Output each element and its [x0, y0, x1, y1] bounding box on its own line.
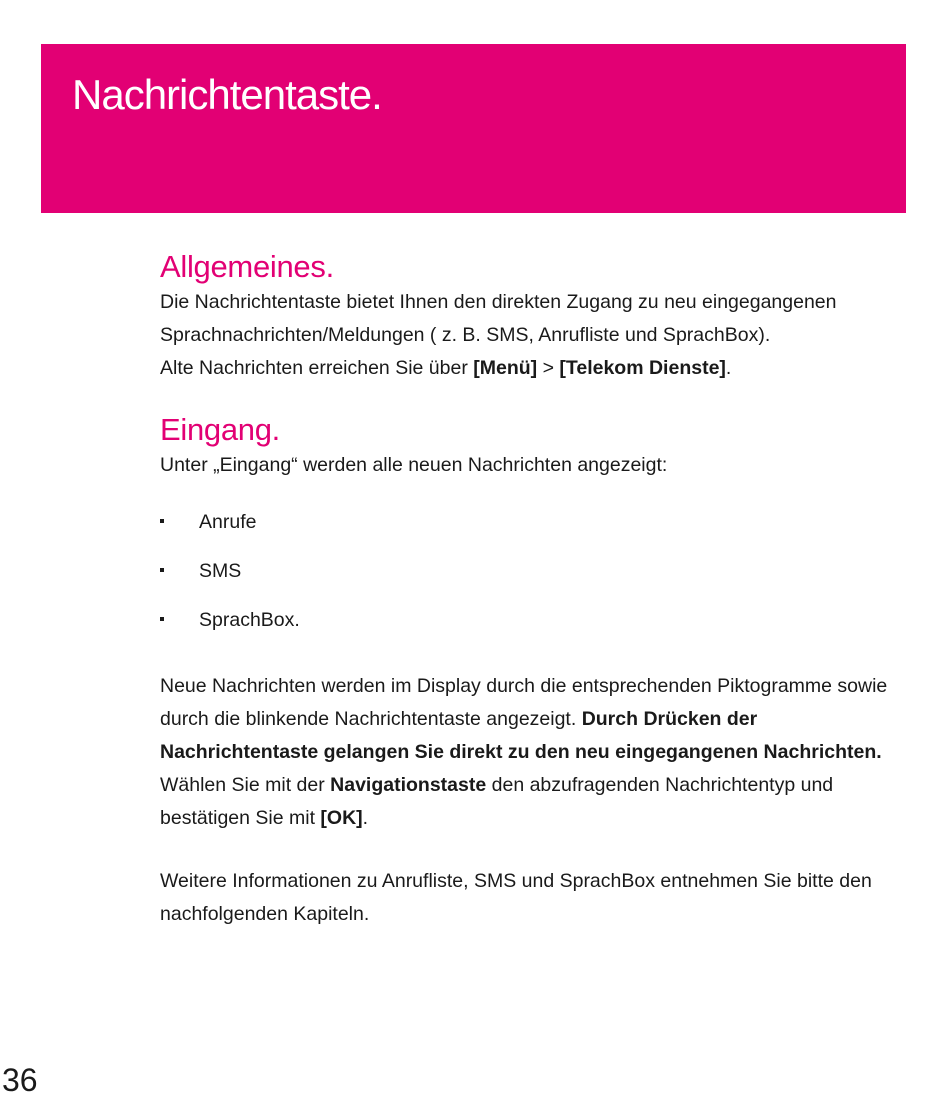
bullet-square-icon — [160, 568, 164, 572]
section-heading-inbox: Eingang. — [160, 412, 280, 447]
press-key-bold-text: Durch Drücken der Nachrichtentaste gelangen Sie direkt zu den neu eingegangenen Nachrichten. — [160, 708, 882, 763]
section-general — [160, 248, 900, 385]
old-messages-paragraph — [160, 352, 900, 385]
list-item: SprachBox. — [160, 596, 900, 645]
header-band — [41, 44, 906, 213]
display-paragraph — [160, 670, 900, 835]
telekom-dienste-key-label: [Telekom Dienste] — [559, 357, 726, 379]
old-messages-prefix: Alte Nachrichten erreichen Sie über — [160, 357, 474, 379]
confirm-text: den abzufragenden Nachrichtentyp und bestätigen Sie mit — [160, 774, 834, 829]
list-item: Anrufe — [160, 498, 900, 547]
navigation-key-label: Navigationstaste — [330, 774, 487, 796]
main-content — [160, 248, 900, 931]
section-heading-general: Allgemeines. — [160, 249, 334, 284]
bullet-square-icon — [160, 519, 164, 523]
inbox-intro: Unter „Eingang“ werden alle neuen Nachrichten angezeigt: — [160, 454, 668, 476]
section-inbox — [160, 411, 900, 931]
choose-text: Wählen Sie mit der — [160, 774, 331, 796]
general-intro: Die Nachrichtentaste bietet Ihnen den direkten Zugang zu neu eingegangenen Sprachnachrichten/Meldungen ( z. B. SMS, Anrufliste und SprachBox). — [160, 291, 837, 346]
ok-key-label: [OK] — [320, 807, 363, 829]
display-text: Neue Nachrichten werden im Display durch die entsprechenden Piktogramme sowie durch die blinkende Nachrichtentaste angezeigt. — [160, 675, 888, 730]
old-messages-suffix: . — [725, 357, 732, 379]
list-item: SMS — [160, 547, 900, 596]
message-type-list — [160, 498, 900, 645]
bullet-square-icon — [160, 617, 164, 621]
page-number: 36 — [2, 1062, 38, 1098]
confirm-suffix: . — [362, 807, 369, 829]
path-separator: > — [537, 357, 560, 379]
menu-key-label: [Menü] — [473, 357, 538, 379]
page-title: Nachrichtentaste. — [72, 71, 382, 118]
further-info-paragraph: Weitere Informationen zu Anrufliste, SMS und SprachBox entnehmen Sie bitte den nachfolgenden Kapiteln. — [160, 870, 872, 925]
